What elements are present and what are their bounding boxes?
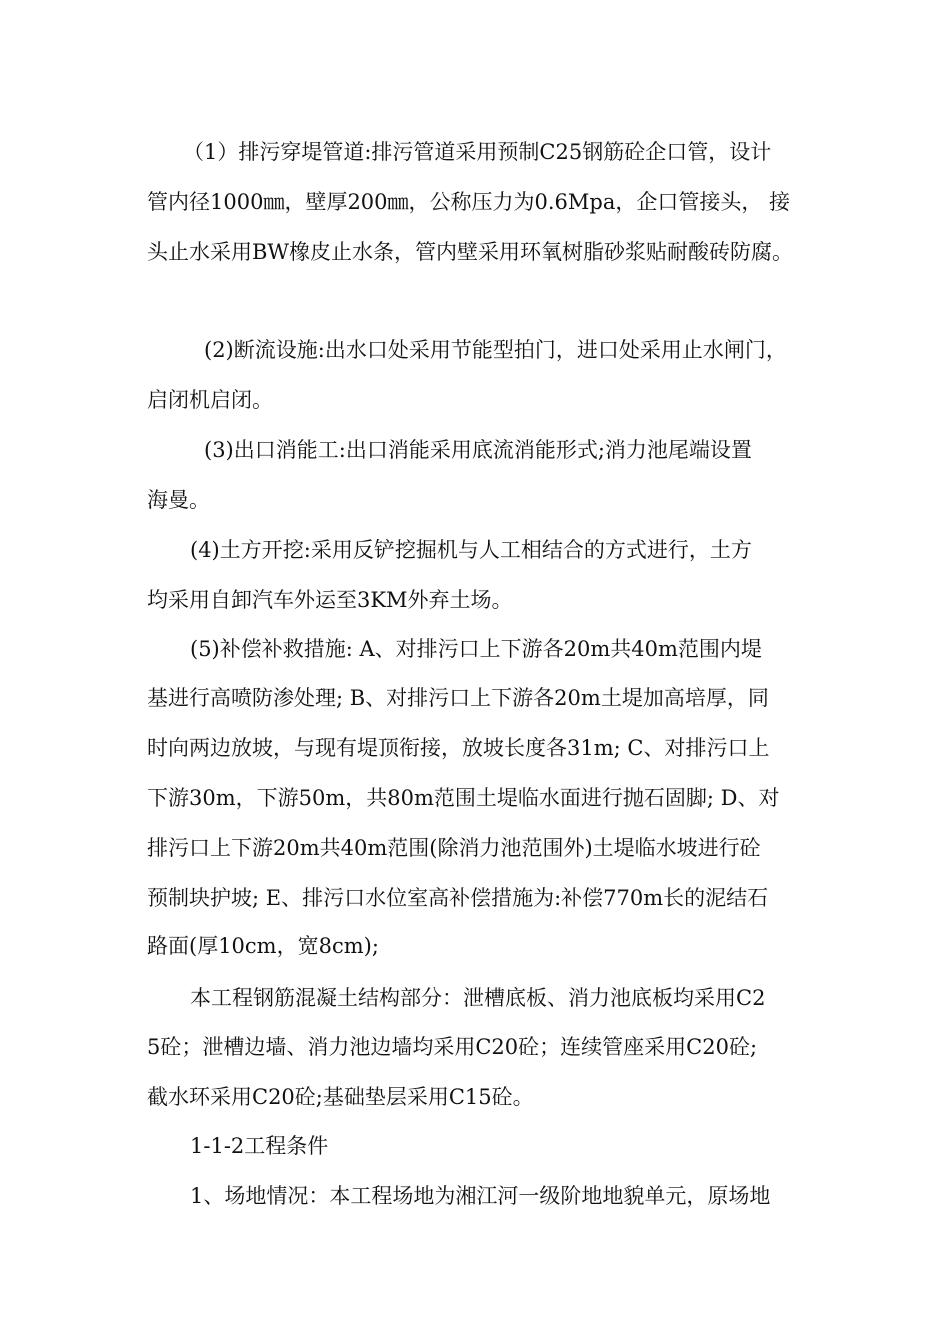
para-1-line-1: （1）排污穿堤管道:排污管道采用预制C25钢筋砼企口管，设计 (183, 140, 772, 164)
para-4-line-2: 均采用自卸汽车外运至3KM外弃土场。 (147, 588, 513, 612)
para-8-line-1: 1、场地情况：本工程场地为湘江河一级阶地地貌单元，原场地 (190, 1184, 771, 1208)
para-5-line-6: 预制块护坡; E、排污口水位室高补偿措施为:补偿770m长的泥结石 (147, 886, 769, 910)
para-5-line-7: 路面(厚10cm，宽8cm); (147, 934, 379, 958)
para-5-line-4: 下游30m，下游50m，共80m范围土堤临水面进行抛石固脚; D、对 (147, 786, 780, 810)
para-6-line-1: 本工程钢筋混凝土结构部分：泄槽底板、消力池底板均采用C2 (190, 986, 766, 1010)
para-2-line-2: 启闭机启闭。 (147, 388, 273, 412)
para-6-line-3: 截水环采用C20砼;基础垫层采用C15砼。 (147, 1085, 534, 1109)
para-1-line-3: 头止水采用BW橡皮止水条，管内壁采用环氧树脂砂浆贴耐酸砖防腐。 (147, 240, 794, 264)
para-4-line-1: (4)土方开挖:采用反铲挖掘机与人工相结合的方式进行，土方 (190, 538, 752, 562)
para-3-line-2: 海曼。 (147, 488, 210, 512)
para-5-line-1: (5)补偿补救措施: A、对排污口上下游各20m共40m范围内堤 (190, 637, 762, 661)
section-heading: 1-1-2工程条件 (190, 1134, 329, 1158)
para-5-line-3: 时向两边放坡，与现有堤顶衔接，放坡长度各31m; C、对排污口上 (147, 736, 770, 760)
para-5-line-5: 排污口上下游20m共40m范围(除消力池范围外)土堤临水坡进行砼 (147, 836, 761, 860)
para-2-line-1: (2)断流设施:出水口处采用节能型拍门，进口处采用止水闸门， (204, 338, 787, 362)
para-3-line-1: (3)出口消能工:出口消能采用底流消能形式;消力池尾端设置 (204, 438, 752, 462)
para-1-line-2: 管内径1000㎜，壁厚200㎜，公称压力为0.6Mpa，企口管接头， 接 (147, 190, 791, 214)
para-6-line-2: 5砼；泄槽边墙、消力池边墙均采用C20砼；连续管座采用C20砼; (147, 1035, 758, 1059)
para-5-line-2: 基进行高喷防渗处理; B、对排污口上下游各20m土堤加高培厚，同 (147, 686, 769, 710)
